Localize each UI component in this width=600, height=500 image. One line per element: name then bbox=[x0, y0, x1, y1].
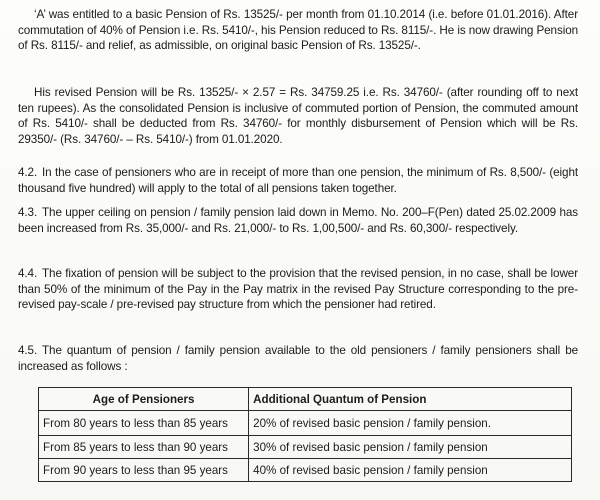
paragraph-example-a: ‘A’ was entitled to a basic Pension of Rs. 13525/- per month from 01.10.2014 (i.e. before 01.01.2016). After commutation of 40% of Pension i.e. Rs. 5410/-, his Pension reduced to Rs. 8115/-. He is now drawing Pension of Rs. 8115/- and relief, as admissible, on original basic Pension of Rs. 13525/-. bbox=[18, 8, 578, 52]
section-number: 4.2. bbox=[18, 166, 38, 179]
section-4-4 bbox=[18, 266, 578, 313]
section-4-3 bbox=[18, 205, 578, 236]
table-cell-age: From 90 years to less than 95 years bbox=[39, 459, 249, 482]
table-cell-quantum: 40% of revised basic pension / family pension bbox=[249, 459, 572, 482]
section-number: 4.4. bbox=[18, 267, 38, 280]
table-header-age: Age of Pensioners bbox=[39, 388, 249, 411]
table-row bbox=[39, 411, 572, 436]
table-row bbox=[39, 436, 572, 459]
section-text: In the case of pensioners who are in receipt of more than one pension, the minimum of Rs. 8,500/- (eight thousand five hundred) will apply to the total of all pensions taken together. bbox=[18, 166, 578, 195]
section-text: The fixation of pension will be subject to the provision that the revised pension, in no case, shall be lower than 50% of the minimum of the Pay in the Pay matrix in the revised Pay Structure corresponding to the pre-revised pay-scale / pre-revised pay structure from which the pensioner had retired. bbox=[18, 267, 578, 311]
section-number: 4.5. bbox=[18, 344, 38, 357]
paragraph-revised-pension: His revised Pension will be Rs. 13525/- × 2.57 = Rs. 34759.25 i.e. Rs. 34760/- (after rounding off to next ten rupees). As the consolidated Pension is inclusive of commuted portion of Pension, the commuted amount of Rs. 5410/- shall be deducted from Rs. 34760/- for monthly disbursement of Pension which will be Rs. 29350/- (Rs. 34760/- – Rs. 5410/-) from 01.01.2020. bbox=[18, 86, 578, 146]
table-cell-quantum: 30% of revised basic pension / family pension bbox=[249, 436, 572, 459]
table-cell-age: From 80 years to less than 85 years bbox=[39, 411, 249, 436]
table-row bbox=[39, 459, 572, 482]
section-4-2 bbox=[18, 165, 578, 196]
table-cell-age: From 85 years to less than 90 years bbox=[39, 436, 249, 459]
section-text: The upper ceiling on pension / family pension laid down in Memo. No. 200–F(Pen) dated 25.02.2009 has been increased from Rs. 35,000/- and Rs. 21,000/- to Rs. 1,00,500/- and Rs. 60,300/- respectively. bbox=[18, 206, 578, 235]
table-header-row bbox=[39, 388, 572, 411]
pension-quantum-table bbox=[38, 387, 572, 482]
section-text: The quantum of pension / family pension available to the old pensioners / family pensioners shall be increased as follows : bbox=[18, 344, 578, 373]
section-number: 4.3. bbox=[18, 206, 38, 219]
table-cell-quantum: 20% of revised basic pension / family pension. bbox=[249, 411, 572, 436]
table-header-quantum: Additional Quantum of Pension bbox=[249, 388, 572, 411]
section-4-5 bbox=[18, 343, 578, 374]
